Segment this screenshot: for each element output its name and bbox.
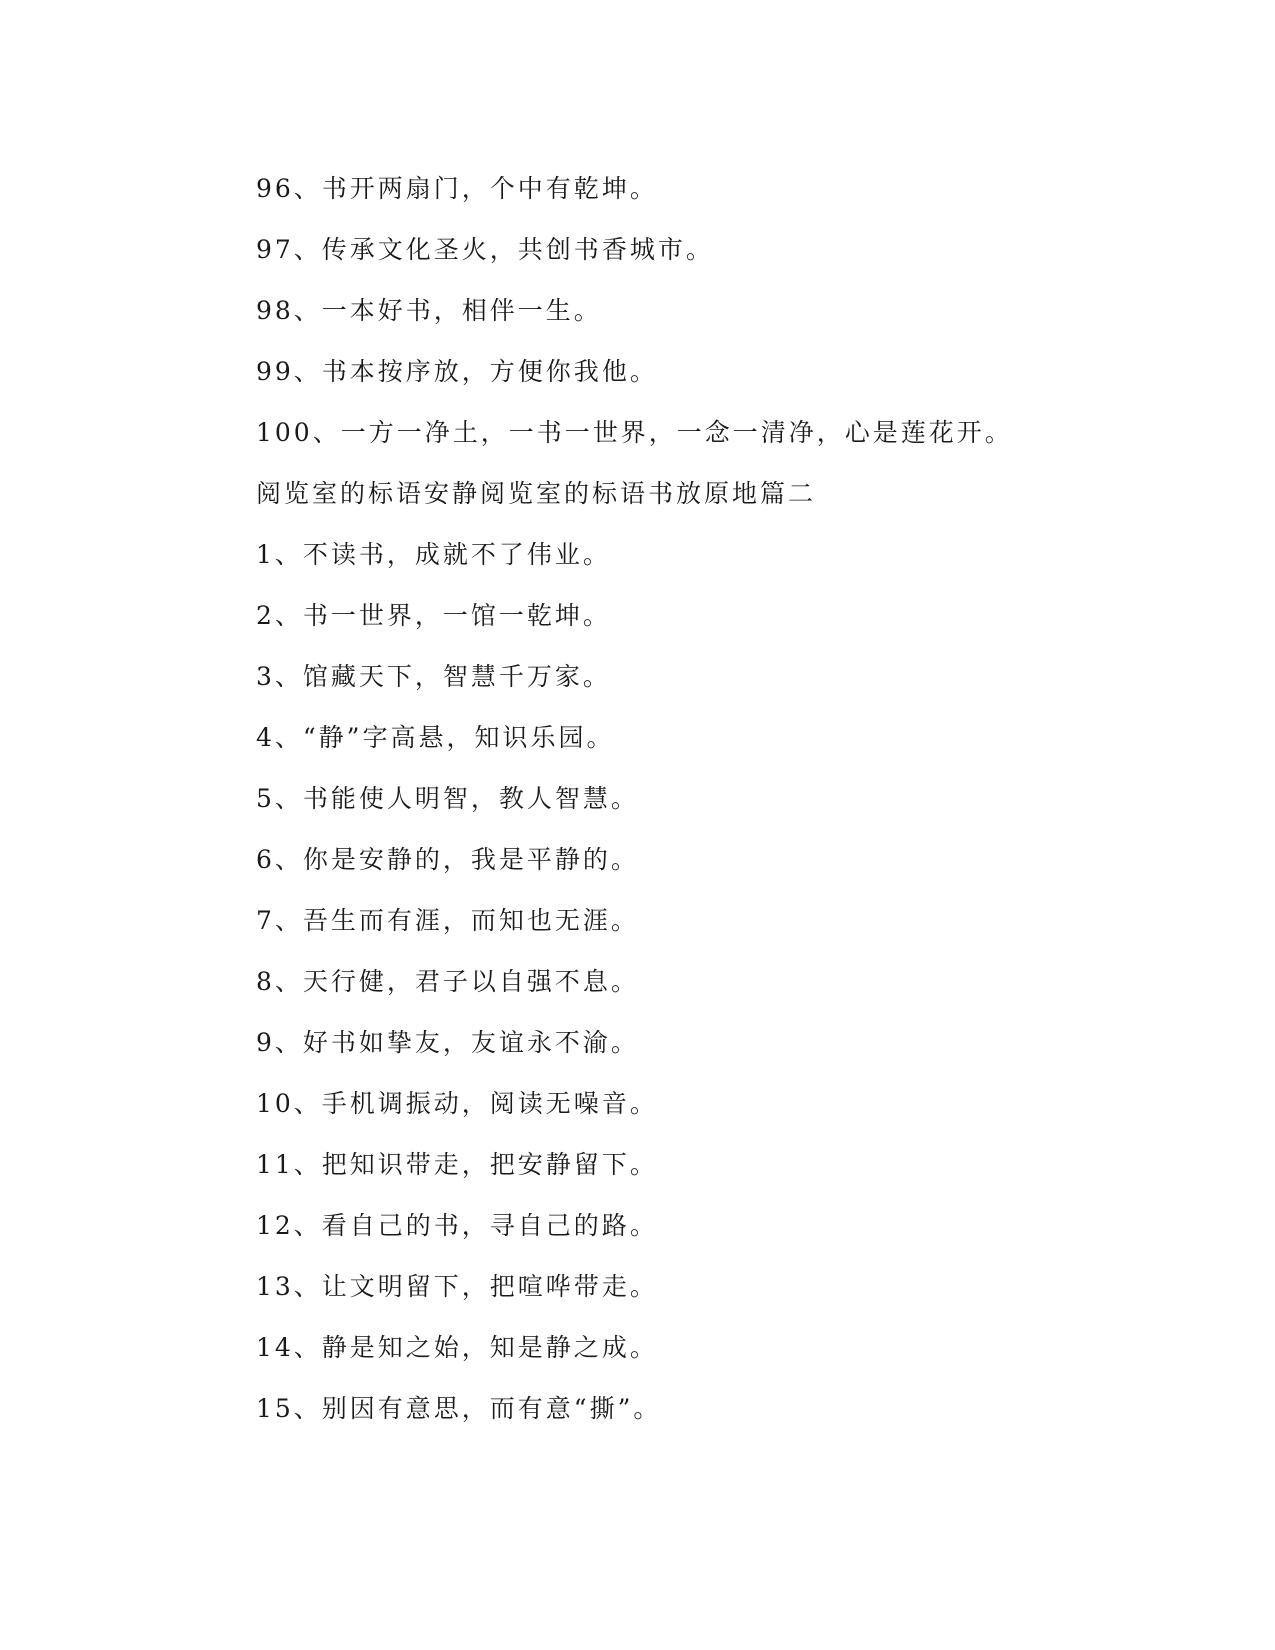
slogan-line: 98、一本好书，相伴一生。	[256, 296, 602, 325]
slogan-line: 3、馆藏天下，智慧千万家。	[256, 662, 611, 691]
slogan-line: 13、让文明留下，把喧哗带走。	[256, 1272, 658, 1301]
slogan-line: 5、书能使人明智，教人智慧。	[256, 784, 639, 813]
section-heading: 阅览室的标语安静阅览室的标语书放原地篇二	[256, 479, 817, 508]
slogan-line: 10、手机调振动，阅读无噪音。	[256, 1089, 658, 1118]
slogan-line: 12、看自己的书，寻自己的路。	[256, 1211, 658, 1240]
slogan-line: 1、不读书，成就不了伟业。	[256, 540, 611, 569]
slogan-line: 99、书本按序放，方便你我他。	[256, 357, 658, 386]
slogan-line: 6、你是安静的，我是平静的。	[256, 845, 639, 874]
slogan-line: 9、好书如挚友，友谊永不渝。	[256, 1028, 639, 1057]
slogan-line: 4、“静”字高悬，知识乐园。	[256, 723, 615, 752]
slogan-line: 100、一方一净土，一书一世界，一念一清净，心是莲花开。	[256, 418, 1013, 447]
slogan-line: 2、书一世界，一馆一乾坤。	[256, 601, 611, 630]
slogan-line: 14、静是知之始，知是静之成。	[256, 1333, 658, 1362]
slogan-line: 97、传承文化圣火，共创书香城市。	[256, 235, 714, 264]
document-body	[256, 158, 1156, 1439]
slogan-line: 15、别因有意思，而有意“撕”。	[256, 1394, 662, 1423]
slogan-line: 7、吾生而有涯，而知也无涯。	[256, 906, 639, 935]
slogan-line: 8、天行健，君子以自强不息。	[256, 967, 639, 996]
slogan-line: 96、书开两扇门，个中有乾坤。	[256, 174, 658, 203]
slogan-line: 11、把知识带走，把安静留下。	[256, 1150, 658, 1179]
